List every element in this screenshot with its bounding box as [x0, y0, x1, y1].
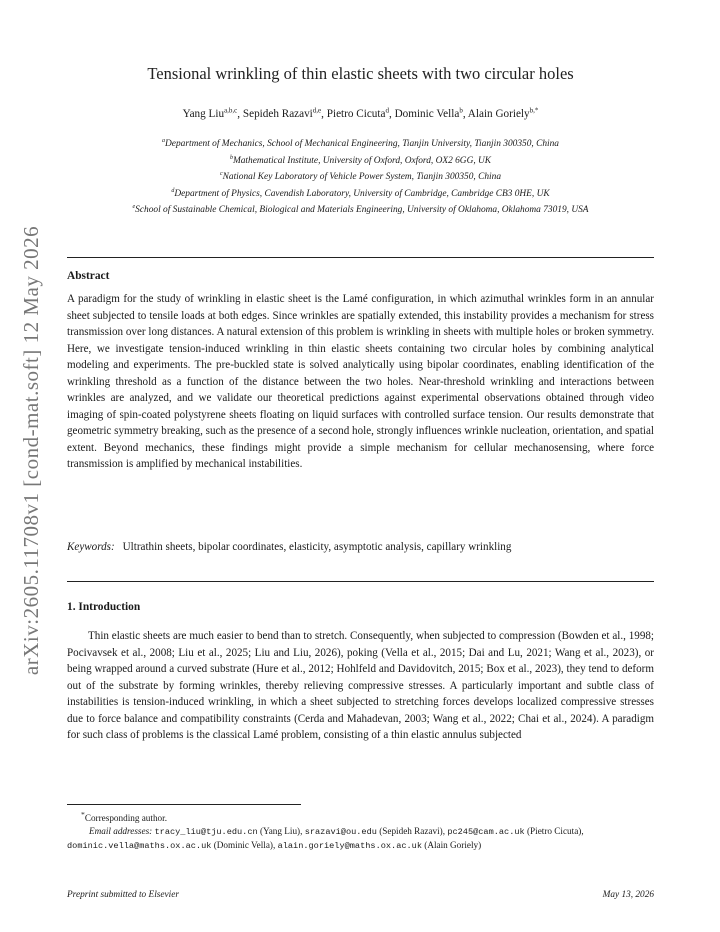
abstract-bottom-rule: [67, 581, 654, 582]
author: Yang Liu$^{a,b,c}$,: [182, 106, 243, 120]
affiliation: $^c$National Key Laboratory of Vehicle Power System, Tianjin 300350, China: [219, 171, 502, 183]
arxiv-sidebar-stamp: [10, 210, 54, 690]
author: Dominic Vella$^b$,: [394, 106, 468, 120]
email-link[interactable]: alain.goriely@maths.ox.ac.uk: [277, 841, 422, 852]
corresponding-author-note: *Corresponding author.: [81, 810, 167, 824]
author-list: [67, 106, 654, 120]
abstract-top-rule: [67, 257, 654, 258]
footer-date: May 13, 2026: [602, 890, 654, 900]
paper-title: Tensional wrinkling of thin elastic sheets with two circular holes: [147, 64, 574, 83]
keywords-label: Keywords:: [67, 541, 115, 553]
abstract-text: A paradigm for the study of wrinkling in elastic sheet is the Lamé configuration, in which azimuthal wrinkles form in an annular sheet subjected to tensile loads at both edges. Since wrinkles are spatially extended, this instability provides a mechanism for stress transmission over long distances. A natural extension of this problem is wrinkling in sheets with multiple holes or broken symmetry. Here, we investigate tension-induced wrinkling in thin elastic sheets containing two circular holes by combining analytical modeling and experiments. The pre-buckled state is solved analytically using bipolar coordinates, enabling identification of the wrinkling threshold as a function of the distance between the two holes. Near-threshold wrinkling and interactions between wrinkles are analyzed, and we validate our theoretical predictions against experimental observations obtained through video imaging of spin-coated polystyrene sheets floating on liquid surfaces with controlled surface tension. Our results demonstrate that geometric symmetry breaking, such as the presence of a second hole, strongly influences wrinkle nucleation, orientation, and spatial extent. Beyond mechanics, these findings might provide a simple mechanism for cellular mechanosensing, where force transmission is amplified by mechanical instabilities.: [67, 293, 654, 471]
section-heading-introduction: 1. Introduction: [67, 601, 141, 613]
affiliation: $^a$Department of Mechanics, School of Mechanical Engineering, Tianjin University, Tianjin 300350, China: [162, 138, 559, 150]
email-link[interactable]: dominic.vella@maths.ox.ac.uk: [67, 841, 212, 852]
email-link[interactable]: tracy_liu@tju.edu.cn: [154, 827, 258, 838]
footnotes: [67, 808, 654, 854]
email-link[interactable]: srazavi@ou.edu: [304, 827, 377, 838]
introduction-paragraph: Thin elastic sheets are much easier to bend than to stretch. Consequently, when subjected to compression (Bowden et al., 1998; Pocivavsek et al., 2008; Liu et al., 2025; Liu and Liu, 2026), poking (Vella et al., 2015; Dai and Lu, 2021; Wang et al., 2023), or being wrapped around a curved substrate (Hure et al., 2012; Hohlfeld and Davidovitch, 2015; Box et al., 2023), they tend to deform out of the substrate by forming wrinkles, thereby relieving compressive stresses. A particularly important and subtle class of instabilities is tension-induced wrinkling, in which a sheet subjected to stretching forces develops localized compressive stresses due to force balance and compatibility constraints (Cerda and Mahadevan, 2003; Wang et al., 2022; Chai et al., 2024). A paradigm for such class of problems is the classical Lamé problem, consisting of a thin elastic annulus subjected: [67, 630, 654, 742]
affiliation: $^d$Department of Physics, Cavendish Laboratory, University of Cambridge, Cambridge CB3 0HE, UK: [171, 187, 550, 199]
abstract-heading: Abstract: [67, 270, 110, 282]
preprint-note: Preprint submitted to Elsevier: [67, 890, 179, 900]
affiliation: $^e$School of Sustainable Chemical, Biological and Materials Engineering, University of Oklahoma, Oklahoma 73019, USA: [132, 204, 589, 216]
affiliation: $^b$Mathematical Institute, University of Oxford, Oxford, OX2 6GG, UK: [229, 154, 492, 166]
email-link[interactable]: pc245@cam.ac.uk: [447, 827, 525, 838]
email-addresses-note: Email addresses: tracy_liu@tju.edu.cn (Yang Liu), srazavi@ou.edu (Sepideh Razavi), pc245@cam.ac.uk (Pietro Cicuta), dominic.vella@maths.ox.ac.uk (Dominic Vella), alain.goriely@maths.ox.ac.uk (Alain Goriely): [67, 826, 584, 852]
arxiv-identifier: arXiv:2605.11708v1 [cond-mat.soft] 12 May 2026: [19, 225, 44, 675]
author: Alain Goriely$^{b,*}$: [467, 106, 539, 120]
author: Sepideh Razavi$^{d,e}$,: [242, 106, 327, 120]
footnote-rule: [67, 804, 301, 805]
author: Pietro Cicuta$^d$,: [326, 106, 395, 120]
keywords: [67, 539, 654, 556]
email-label: Email addresses:: [89, 826, 153, 837]
affiliation-list: [67, 135, 654, 218]
page-footer: [67, 890, 654, 900]
keywords-text: Ultrathin sheets, bipolar coordinates, elasticity, asymptotic analysis, capillary wrinkling: [122, 541, 512, 553]
